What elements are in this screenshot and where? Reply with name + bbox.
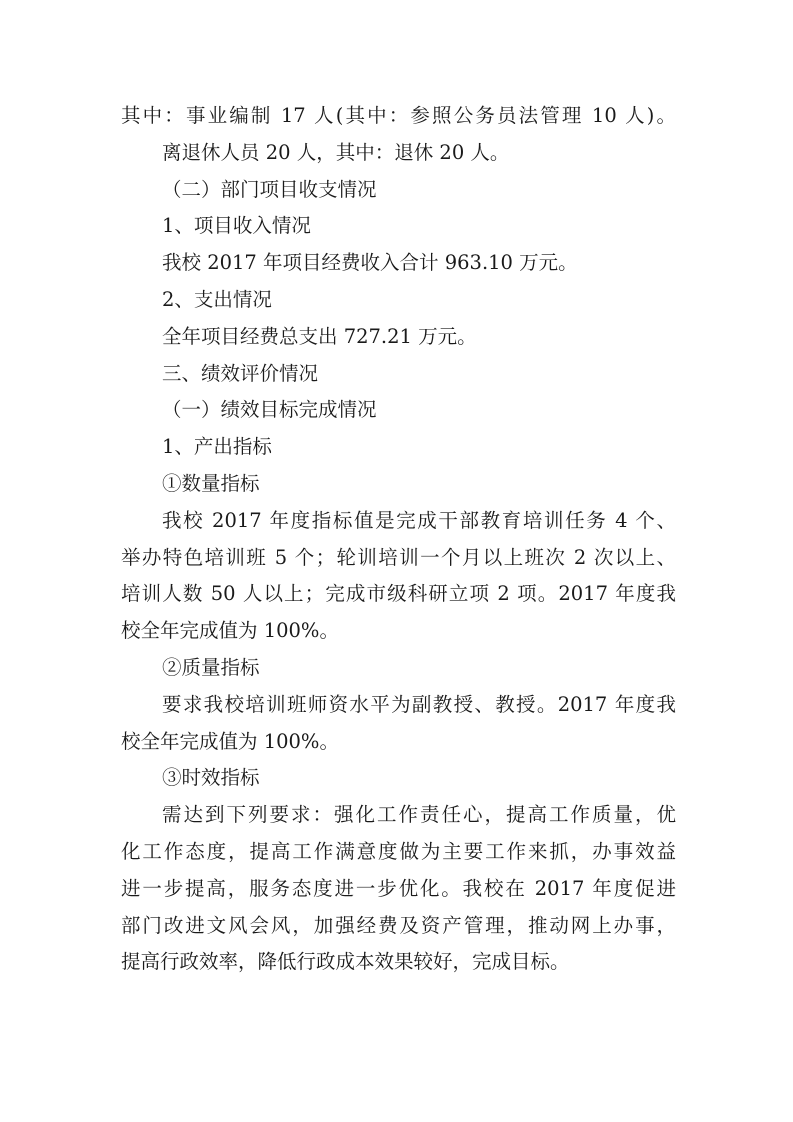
subheading-output-indicators: 1、产出指标 [162, 435, 272, 459]
subheading-project-income: 1、项目收入情况 [162, 214, 311, 238]
timeliness-para-line-2: 化工作态度，提高工作满意度做为主要工作来抓，办事效益 [121, 839, 676, 863]
section-heading-performance: 三、绩效评价情况 [162, 361, 319, 385]
quantity-para-line-4: 校全年完成值为 100%。 [121, 619, 339, 643]
quantity-para-line-1: 我校 2017 年度指标值是完成干部教育培训任务 4 个、 [162, 508, 676, 532]
timeliness-para-line-1: 需达到下列要求：强化工作责任心，提高工作质量，优 [162, 803, 676, 827]
timeliness-para-line-4: 部门改进文风会风，加强经费及资产管理，推动网上办事， [121, 913, 676, 937]
heading-quality-indicator: ②质量指标 [162, 655, 260, 679]
document-body [121, 98, 676, 981]
heading-timeliness-indicator: ③时效指标 [162, 766, 260, 790]
heading-quantity-indicator: ①数量指标 [162, 471, 260, 495]
staffing-line: 其中：事业编制 17 人(其中：参照公务员法管理 10 人)。 [121, 104, 676, 127]
timeliness-para-line-5: 提高行政效率，降低行政成本效果较好，完成目标。 [121, 950, 570, 974]
section-heading-project-finance: （二）部门项目收支情况 [162, 177, 377, 201]
quality-para-line-2: 校全年完成值为 100%。 [121, 729, 339, 753]
section-heading-goal-completion: （一）绩效目标完成情况 [162, 398, 377, 422]
expenditure-line: 全年项目经费总支出 727.21 万元。 [162, 324, 477, 348]
quality-para-line-1: 要求我校培训班师资水平为副教授、教授。2017 年度我 [162, 692, 676, 716]
timeliness-para-line-3: 进一步提高，服务态度进一步优化。我校在 2017 年度促进 [121, 876, 676, 900]
quantity-para-line-3: 培训人数 50 人以上；完成市级科研立项 2 项。2017 年度我 [121, 582, 676, 606]
retirees-line: 离退休人员 20 人，其中：退休 20 人。 [162, 140, 510, 164]
project-income-line: 我校 2017 年项目经费收入合计 963.10 万元。 [162, 251, 578, 275]
quantity-para-line-2: 举办特色培训班 5 个；轮训培训一个月以上班次 2 次以上、 [121, 545, 676, 569]
subheading-expenditure: 2、支出情况 [162, 287, 272, 311]
